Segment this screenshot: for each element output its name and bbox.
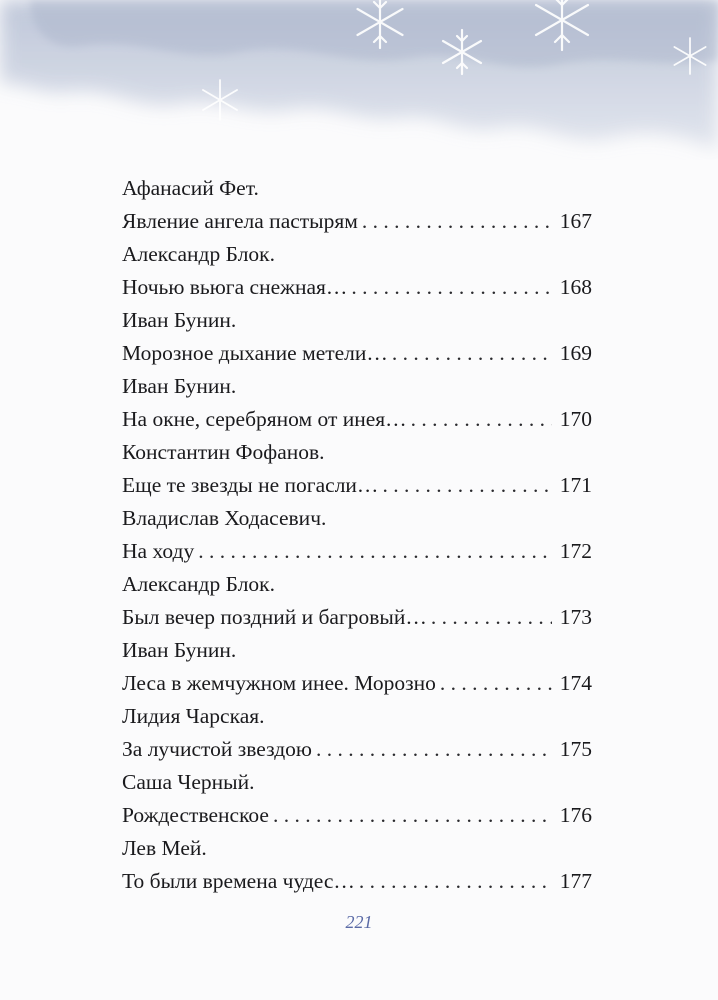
toc-title-line xyxy=(122,469,592,502)
dot-leader xyxy=(359,865,552,898)
toc-author: Иван Бунин. xyxy=(122,374,237,398)
toc-page-number: 177 xyxy=(559,869,592,893)
toc-title-line xyxy=(122,403,592,436)
toc-page-number: 171 xyxy=(559,473,592,497)
toc-title: Был вечер поздний и багровый… xyxy=(122,605,427,629)
dot-leader xyxy=(382,469,552,502)
toc-title: За лучистой звездою xyxy=(122,737,312,761)
toc-page-number: 173 xyxy=(559,605,592,629)
toc-author: Лев Мей. xyxy=(122,836,207,860)
dot-leader xyxy=(351,271,552,304)
toc-entry xyxy=(122,502,592,568)
toc-entry xyxy=(122,370,592,436)
toc-title-line xyxy=(122,205,592,238)
toc-title-line xyxy=(122,865,592,898)
table-of-contents xyxy=(122,172,592,898)
watercolor-snow-header xyxy=(0,0,718,160)
toc-author: Афанасий Фет. xyxy=(122,176,259,200)
dot-leader xyxy=(411,403,552,436)
toc-entry xyxy=(122,766,592,832)
dot-leader xyxy=(440,667,552,700)
toc-entry xyxy=(122,700,592,766)
toc-title: Еще те звезды не погасли… xyxy=(122,473,379,497)
dot-leader xyxy=(198,535,552,568)
toc-author: Константин Фофанов. xyxy=(122,440,325,464)
toc-page-number: 168 xyxy=(559,275,592,299)
toc-title: Рождественское xyxy=(122,803,269,827)
toc-author: Лидия Чарская. xyxy=(122,704,265,728)
toc-title-line xyxy=(122,733,592,766)
toc-author: Саша Черный. xyxy=(122,770,255,794)
dot-leader xyxy=(316,733,552,766)
toc-page-number: 176 xyxy=(559,803,592,827)
toc-title: Леса в жемчужном инее. Морозно xyxy=(122,671,436,695)
toc-title-line xyxy=(122,271,592,304)
toc-author: Александр Блок. xyxy=(122,242,275,266)
toc-title: Ночью вьюга снежная… xyxy=(122,275,348,299)
dot-leader xyxy=(392,337,552,370)
toc-page-number: 167 xyxy=(559,209,592,233)
toc-author: Иван Бунин. xyxy=(122,638,237,662)
toc-title-line xyxy=(122,601,592,634)
toc-entry xyxy=(122,172,592,238)
toc-title: На окне, серебряном от инея… xyxy=(122,407,407,431)
toc-page-number: 174 xyxy=(559,671,592,695)
toc-author: Иван Бунин. xyxy=(122,308,237,332)
toc-title: Морозное дыхание метели… xyxy=(122,341,388,365)
toc-title-line xyxy=(122,799,592,832)
toc-entry xyxy=(122,634,592,700)
toc-author: Александр Блок. xyxy=(122,572,275,596)
toc-entry xyxy=(122,304,592,370)
toc-entry xyxy=(122,568,592,634)
toc-title-line xyxy=(122,337,592,370)
toc-title-line xyxy=(122,667,592,700)
page-number-footer: 221 xyxy=(345,912,373,932)
toc-title: То были времена чудес… xyxy=(122,869,355,893)
dot-leader xyxy=(431,601,552,634)
toc-entry xyxy=(122,436,592,502)
toc-entry xyxy=(122,832,592,898)
toc-page-number: 169 xyxy=(559,341,592,365)
dot-leader xyxy=(273,799,552,832)
toc-title: На ходу xyxy=(122,539,195,563)
toc-page-number: 172 xyxy=(559,539,592,563)
toc-title-line xyxy=(122,535,592,568)
toc-entry xyxy=(122,238,592,304)
toc-page-number: 170 xyxy=(559,407,592,431)
toc-author: Владислав Ходасевич. xyxy=(122,506,327,530)
dot-leader xyxy=(362,205,552,238)
toc-page-number: 175 xyxy=(559,737,592,761)
toc-title: Явление ангела пастырям xyxy=(122,209,358,233)
